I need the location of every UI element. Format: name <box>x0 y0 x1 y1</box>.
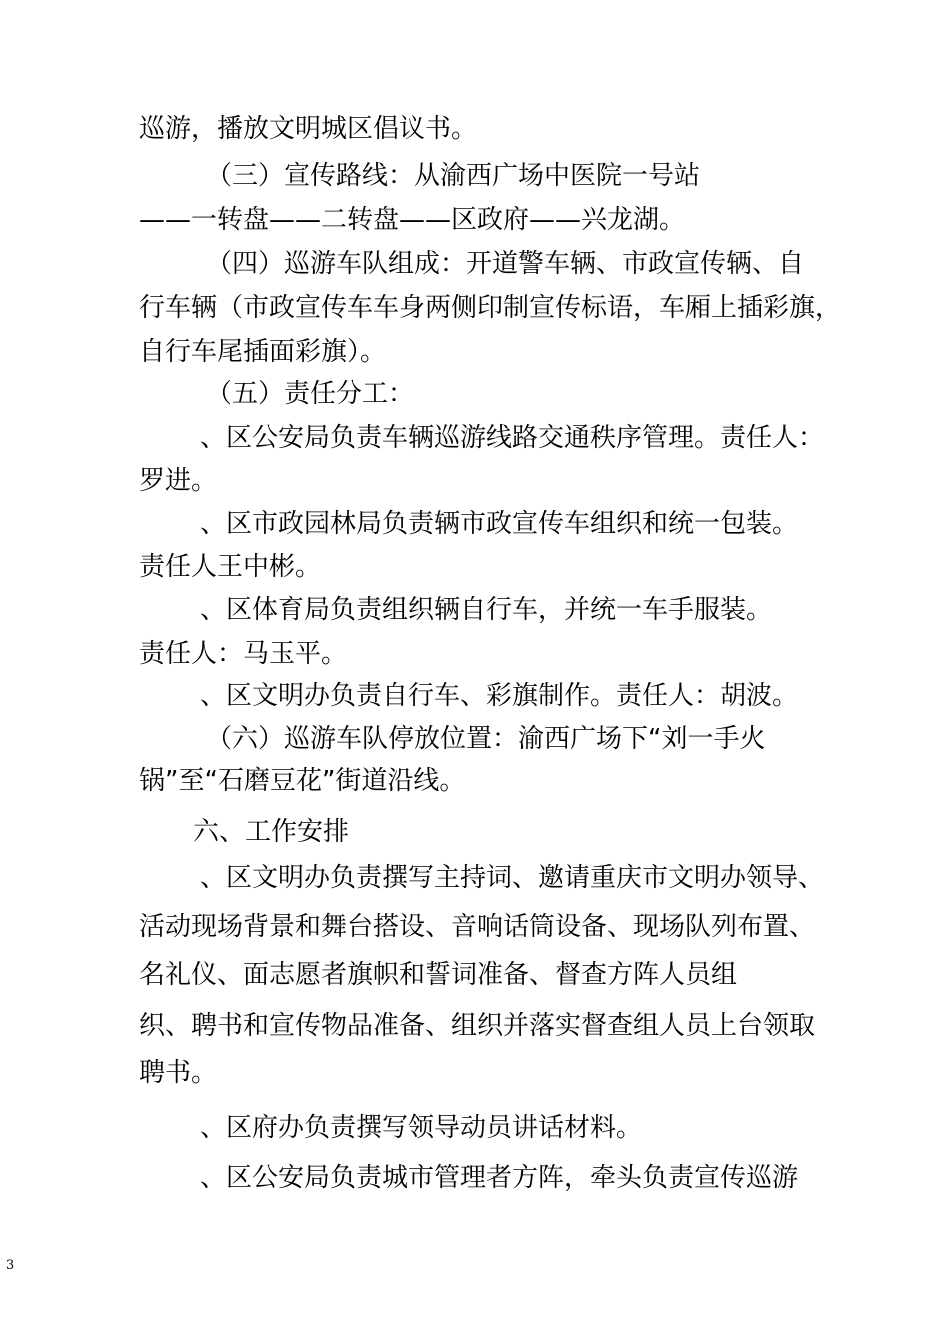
text-line: （三）宣传路线：从渝西广场中医院一号站 <box>206 161 701 191</box>
text-line: 、区文明办负责撰写主持词、邀请重庆市文明办领导、 <box>200 863 825 893</box>
text-line: 、区公安局负责车辆巡游线路交通秩序管理。责任人： <box>200 423 825 453</box>
text-line: 罗进。 <box>139 466 218 496</box>
text-line: 巡游，播放文明城区倡议书。 <box>139 114 478 144</box>
text-line: 锅”至“石磨豆花”街道沿线。 <box>139 766 466 796</box>
text-line: 行车辆（市政宣传车车身两侧印制宣传标语，车厢上插彩旗， <box>139 293 842 323</box>
text-line: （五）责任分工： <box>206 379 415 409</box>
text-line: 、区公安局负责城市管理者方阵，牵头负责宣传巡游 <box>200 1163 799 1193</box>
text-line: 自行车尾插面彩旗）。 <box>139 337 387 367</box>
text-line: 、区体育局负责组织辆自行车，并统一车手服装。 <box>200 595 773 625</box>
text-line: 活动现场背景和舞台搭设、音响话筒设备、现场队列布置、 <box>139 912 816 942</box>
text-line: 名礼仪、面志愿者旗帜和誓词准备、督查方阵人员组 <box>139 960 738 990</box>
text-line: 聘书。 <box>139 1058 218 1088</box>
text-line: 织、聘书和宣传物品准备、组织并落实督查组人员上台领取 <box>139 1011 816 1041</box>
text-line: 、区府办负责撰写领导动员讲话材料。 <box>200 1113 643 1143</box>
section-heading: 六、工作安排 <box>193 817 350 847</box>
page-number: 3 <box>6 1258 15 1273</box>
text-line: （四）巡游车队组成：开道警车辆、市政宣传辆、自 <box>206 249 805 279</box>
text-line: 责任人：马玉平。 <box>139 639 348 669</box>
text-line: 、区文明办负责自行车、彩旗制作。责任人：胡波。 <box>200 681 799 711</box>
text-line: ——一转盘——二转盘——区政府——兴龙湖。 <box>139 205 686 235</box>
text-line: （六）巡游车队停放位置：渝西广场下“刘一手火 <box>206 724 766 754</box>
text-line: 责任人王中彬。 <box>139 552 322 582</box>
text-line: 、区市政园林局负责辆市政宣传车组织和统一包装。 <box>200 509 799 539</box>
